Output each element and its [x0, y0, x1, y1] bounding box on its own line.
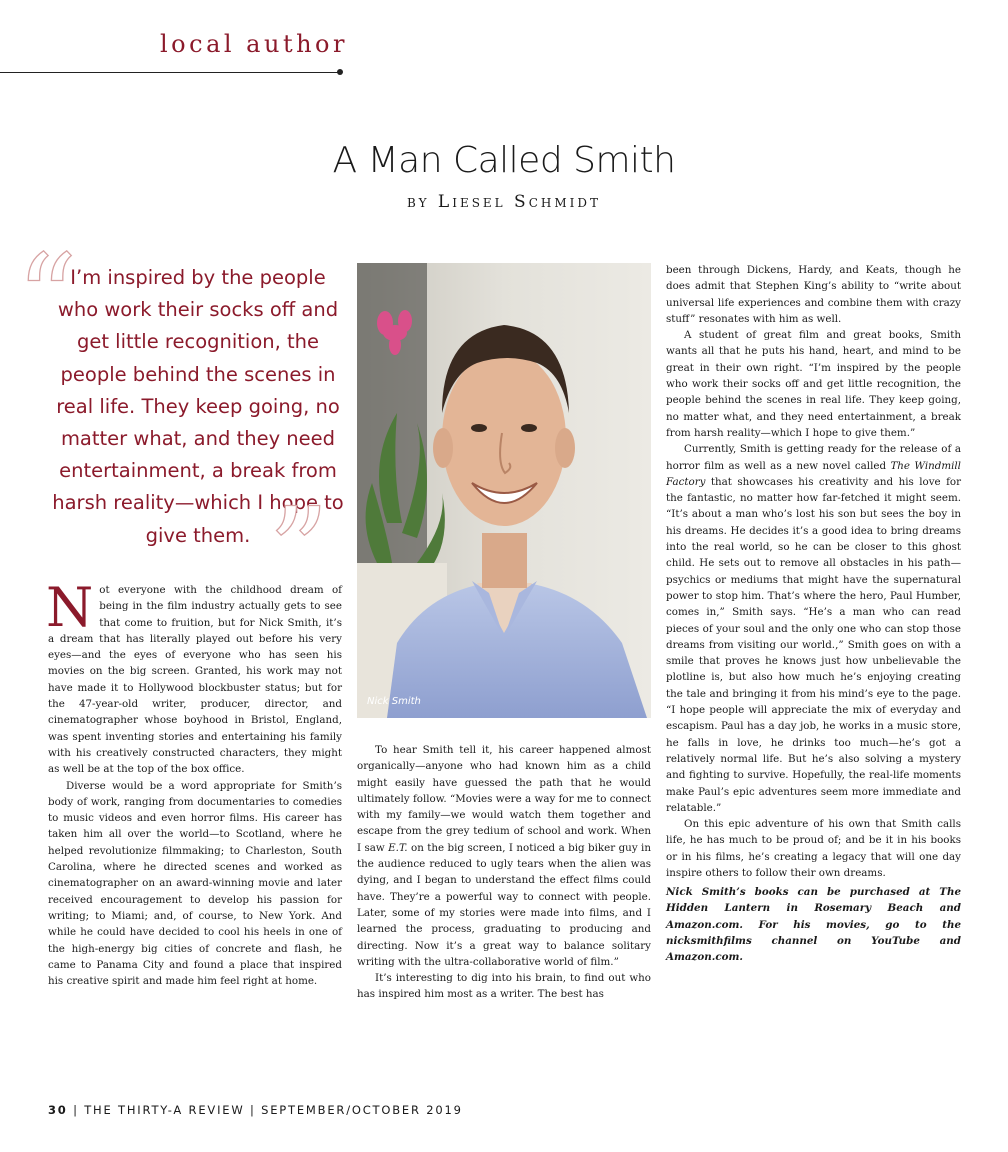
page-number: 30: [48, 1103, 68, 1117]
publication-name: THE THIRTY-A REVIEW: [84, 1103, 245, 1117]
article-title: A Man Called Smith: [332, 140, 676, 181]
paragraph: On this epic adventure of his own that Smith calls life, he has much to be proud of; and be it in his books or in his films, he’s creating a legacy that will one day inspire others to follow their own dreams.: [666, 818, 961, 879]
open-quote-icon: “: [16, 230, 78, 369]
page-footer: [48, 1103, 463, 1117]
portrait-image: [357, 263, 651, 718]
footer-separator: |: [249, 1103, 256, 1117]
section-divider: [0, 72, 340, 73]
photo-caption: Nick Smith: [367, 696, 421, 707]
paragraph: A student of great film and great books, Smith wants all that he puts his hand, heart, and mind to be great in their own right. “I’m inspired by the people who work their socks off and get little recognition, the people behind the scenes in real life. They keep going, no matter what, and they need entertainment, a break from harsh reality—which I hope to give them.”: [666, 329, 961, 439]
body-column-3: [666, 262, 961, 881]
paragraph: Diverse would be a word appropriate for Smith’s body of work, ranging from documentaries to comedies to music videos and even horror films. His career has taken him all over the world—to Scotland, where he helped revolutionize filmmaking; to Charleston, South Carolina, where he directed scenes and worked as cinematographer on an award-winning movie and later received encouragement to develop his passion for writing; to Miami; and, of course, to New York. And while he could have decided to cool his heels in one of the high-energy big cities of concrete and flash, he came to Panama City and found a place that inspired his creative spirit and made him feel right at home.: [48, 779, 342, 988]
pull-quote: I’m inspired by the people who work their socks off and get little recognition, the people behind the scenes in real life. They keep going, no matter what, and they need entertainment, a break from harsh reality—which I hope to give them.: [52, 266, 344, 547]
author-photo: [357, 263, 651, 718]
paragraph: It’s interesting to dig into his brain, to find out who has inspired him most as a writer. The best has: [357, 972, 651, 1001]
paragraph: Not everyone with the childhood dream of being in the film industry actually gets to see that come to fruition, but for Nick Smith, it’s a dream that has literally played out before his very eyes—and the eyes of everyone who has seen his movies on the big screen. Granted, his work may not have made it to Hollywood blockbuster status; but for the 47-year-old writer, producer, director, and cinematographer whose boyhood in Bristol, England, was spent inventing stories and entertaining his family with his creatively constructed characters, they might as well be at the top of the box office.: [46, 576, 342, 776]
paragraph: Currently, Smith is getting ready for the release of a horror film as well as a new novel called The Windmill Factory that showcases his creativity and his love for the fantastic, no matter how far-fetched it might seem. “It’s about a man who’s lost his son but sees the boy in his dreams. He decides it’s a good idea to bring dreams into the real world, so he can be closer to this ghost child. He sets out to remove all obstacles in his path—psychics or mediums that might have the supernatural power to stop him. That’s where the hero, Paul Humber, comes in,” Smith says. “He’s a man who can read pieces of your soul and the only one who can stop those dreams from visiting our world.,” Smith goes on with a smile that proves he knows just how unbelievable the plotline is, but also how much he’s enjoying creating the tale and bringing it from his mind’s eye to the page. “I hope people will appreciate the mix of everyday and escapism. Paul has a day job, he works in a music store, he falls in love, he drinks too much—he’s got a relatively normal life. But he’s also solving a mystery and fighting to survive. Hopefully, the real-life moments make Paul’s epic adventures seem more immediate and relatable.”: [666, 443, 961, 814]
article-byline: by Liesel Schmidt: [406, 192, 602, 212]
footer-separator: |: [73, 1103, 79, 1117]
close-quote-icon: ”: [268, 483, 330, 622]
paragraph: To hear Smith tell it, his career happened almost organically—anyone who had known him as a child might easily have guessed the path that he would ultimately follow. “Movies were a way for me to connect with my family—we would watch them together and escape from the grey tedium of school and work. When I saw E.T. on the big screen, I noticed a big biker guy in the audience reduced to ugly tears when the alien was dying, and I began to understand the effect films could have. They’re a powerful way to connect with people. Later, some of my stories were made into films, and I learned the process, graduating to producing and directing. Now it’s a great way to balance solitary writing with the ultra-collaborative world of film.”: [357, 744, 651, 968]
divider-dot: [337, 69, 343, 75]
issue-date: SEPTEMBER/OCTOBER 2019: [261, 1103, 463, 1117]
body-column-1: [46, 576, 342, 989]
drop-cap: N: [46, 576, 94, 639]
book-info-tagline: Nick Smith’s books can be purchased at The Hidden Lantern in Rosemary Beach and Amazon.com. For his movies, go to the nicksmithfilms channel on YouTube and Amazon.com.: [666, 886, 961, 964]
paragraph: been through Dickens, Hardy, and Keats, though he does admit that Stephen King’s ability to “write about universal life experiences and combine them with crazy stuff” resonates with him as well.: [666, 264, 961, 325]
section-label: local author: [160, 30, 348, 58]
body-column-2: [357, 742, 651, 1003]
